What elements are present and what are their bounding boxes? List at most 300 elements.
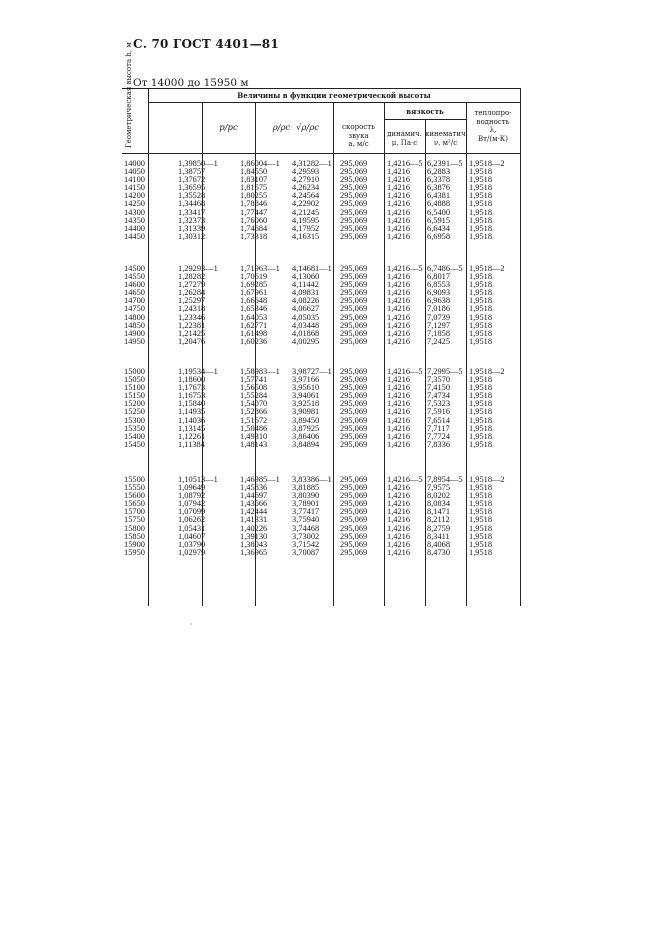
conductivity-cell: 1,9518—2 — [469, 159, 505, 168]
sound-speed-cell: 295,069 — [340, 264, 368, 273]
sound-speed-cell: 295,069 — [340, 288, 368, 298]
sound-speed-cell: 295,069 — [340, 383, 368, 393]
viscosity-header: вязкость — [406, 107, 444, 116]
kinematic-viscosity-cell: 8,2112 — [427, 515, 450, 525]
sound-speed-cell: 295,069 — [340, 391, 368, 401]
density-cell: 1,62771 — [240, 320, 268, 330]
sound-speed-cell: 295,069 — [340, 547, 368, 557]
kinematic-viscosity-cell: 7,5916 — [427, 407, 451, 417]
conductivity-cell: 1,9518 — [469, 383, 493, 393]
conductivity-cell: 1,9518 — [469, 304, 493, 314]
kinematic-viscosity-cell: 7,7724 — [427, 431, 451, 441]
pressure-cell: 1,29293—1 — [178, 264, 218, 273]
height-cell: 15200 — [124, 399, 145, 409]
kinematic-viscosity-cell: 7,0739 — [427, 312, 451, 322]
kinematic-viscosity-cell: 6,7486—5 — [427, 264, 463, 273]
scan-speck: · — [190, 620, 193, 629]
kinematic-viscosity-cell: 7,8954—5 — [427, 475, 463, 484]
height-cell: 15300 — [124, 415, 145, 425]
pressure-cell: 1,28282 — [178, 272, 206, 282]
pressure-cell: 1,19534—1 — [178, 367, 218, 376]
density-cell: 1,46985—1 — [240, 475, 280, 484]
height-cell: 15600 — [124, 491, 145, 501]
conductivity-cell: 1,9518 — [469, 336, 493, 346]
sqrt-density-cell: 3,97166 — [292, 375, 320, 385]
height-cell: 14350 — [124, 215, 145, 225]
kinematic-viscosity-cell: 6,2391—5 — [427, 159, 463, 168]
kinematic-viscosity-cell: 7,5323 — [427, 399, 451, 409]
dynamic-viscosity-cell: 1,4216 — [387, 328, 411, 338]
pressure-cell: 1,35528 — [178, 191, 206, 201]
height-cell: 14150 — [124, 183, 145, 193]
height-cell: 14750 — [124, 304, 145, 314]
conductivity-cell: 1,9518 — [469, 407, 493, 417]
conductivity-cell: 1,9518 — [469, 215, 493, 225]
pressure-cell: 1,24318 — [178, 304, 206, 314]
conductivity-cell: 1,9518 — [469, 499, 493, 509]
sound-speed-cell: 295,069 — [340, 328, 368, 338]
density-cell: 1,36965 — [240, 547, 268, 557]
dynamic-viscosity-cell: 1,4216 — [387, 391, 411, 401]
pressure-cell: 1,23346 — [178, 312, 206, 322]
sound-speed-cell: 295,069 — [340, 304, 368, 314]
sqrt-density-cell: 4,22902 — [292, 199, 320, 209]
density-cell: 1,65346 — [240, 304, 268, 314]
height-cell: 14300 — [124, 207, 145, 217]
pressure-cell: 1,27279 — [178, 280, 206, 290]
sound-speed-cell: 295,069 — [340, 272, 368, 282]
dynamic-viscosity-cell: 1,4216 — [387, 483, 411, 493]
pressure-cell: 1,32373 — [178, 215, 206, 225]
kinematic-viscosity-cell: 6,3876 — [427, 183, 451, 193]
dynamic-viscosity-cell: 1,4216 — [387, 491, 411, 501]
dynamic-viscosity-cell: 1,4216 — [387, 423, 411, 433]
sqrt-density-cell: 4,03448 — [292, 320, 320, 330]
pressure-cell: 1,31339 — [178, 223, 206, 233]
sqrt-density-cell: 4,06627 — [292, 304, 320, 314]
density-cell: 1,77447 — [240, 207, 268, 217]
pressure-cell: 1,26284 — [178, 288, 206, 298]
kinematic-viscosity-cell: 7,3570 — [427, 375, 451, 385]
row-group — [122, 265, 520, 346]
sqrt-density-cell: 3,90981 — [292, 407, 320, 417]
conductivity-cell: 1,9518 — [469, 483, 493, 493]
conductivity-cell: 1,9518 — [469, 375, 493, 385]
density-cell: 1,43566 — [240, 499, 268, 509]
dynamic-viscosity-cell: 1,4216 — [387, 215, 411, 225]
table-row — [122, 338, 520, 346]
density-cell: 1,67961 — [240, 288, 268, 298]
kinematic-viscosity-cell: 8,4730 — [427, 547, 451, 557]
table-row — [122, 441, 520, 449]
table-top-rule — [122, 88, 520, 89]
conductivity-cell: 1,9518 — [469, 439, 493, 449]
kinematic-viscosity-cell: 6,4888 — [427, 199, 451, 209]
sqrt-density-cell: 4,05035 — [292, 312, 320, 322]
height-cell: 14650 — [124, 288, 145, 298]
dynamic-viscosity-cell: 1,4216 — [387, 439, 411, 449]
sound-speed-cell: 295,069 — [340, 175, 368, 185]
density-cell: 1,74684 — [240, 223, 268, 233]
height-cell: 15700 — [124, 507, 145, 517]
sound-speed-cell: 295,069 — [340, 159, 368, 168]
sqrt-density-cell: 4,29593 — [292, 167, 320, 177]
density-cell: 1,86004—1 — [240, 159, 280, 168]
pressure-cell: 1,10513—1 — [178, 475, 218, 484]
dynamic-viscosity-cell: 1,4216 — [387, 375, 411, 385]
col-divider — [520, 88, 521, 606]
density-cell: 1,78846 — [240, 199, 268, 209]
sound-speed-cell: 295,069 — [340, 280, 368, 290]
sqrt-density-cell: 4,09831 — [292, 288, 320, 298]
density-cell: 1,40226 — [240, 523, 268, 533]
dynamic-viscosity-cell: 1,4216 — [387, 288, 411, 298]
kinematic-viscosity-cell: 6,9638 — [427, 296, 451, 306]
kinematic-viscosity-cell: 6,9093 — [427, 288, 451, 298]
pressure-cell: 1,21425 — [178, 328, 206, 338]
conductivity-cell: 1,9518—2 — [469, 264, 505, 273]
sqrt-density-cell: 3,84894 — [292, 439, 320, 449]
sound-speed-cell: 295,069 — [340, 423, 368, 433]
sqrt-density-cell: 3,77417 — [292, 507, 320, 517]
kinematic-viscosity-cell: 7,9575 — [427, 483, 451, 493]
dynamic-viscosity-cell: 1,4216 — [387, 199, 411, 209]
conductivity-cell: 1,9518 — [469, 223, 493, 233]
sqrt-density-cell: 3,78901 — [292, 499, 320, 509]
kinematic-viscosity-cell: 7,8336 — [427, 439, 451, 449]
density-cell: 1,76060 — [240, 215, 268, 225]
dynamic-viscosity-cell: 1,4216 — [387, 407, 411, 417]
dynamic-viscosity-cell: 1,4216 — [387, 272, 411, 282]
dynamic-viscosity-cell: 1,4216 — [387, 296, 411, 306]
sqrt-density-cell: 3,94061 — [292, 391, 320, 401]
sqrt-density-cell: 3,70087 — [292, 547, 320, 557]
density-cell: 1,56508 — [240, 383, 268, 393]
dynamic-viscosity-cell: 1,4216 — [387, 175, 411, 185]
kinematic-viscosity-cell: 6,6434 — [427, 223, 451, 233]
height-cell: 14800 — [124, 312, 145, 322]
kinematic-viscosity-cell: 6,2883 — [427, 167, 451, 177]
sound-speed-cell: 295,069 — [340, 183, 368, 193]
density-cell: 1,54070 — [240, 399, 268, 409]
sound-speed-cell: 295,069 — [340, 439, 368, 449]
pressure-cell: 1,07099 — [178, 507, 206, 517]
row-group — [122, 368, 520, 449]
pressure-cell: 1,13145 — [178, 423, 206, 433]
dynamic-viscosity-cell: 1,4216 — [387, 207, 411, 217]
sound-speed-cell: 295,069 — [340, 515, 368, 525]
pressure-cell: 1,22381 — [178, 320, 206, 330]
height-cell: 15150 — [124, 391, 145, 401]
dynamic-viscosity-cell: 1,4216 — [387, 539, 411, 549]
height-cell: 14850 — [124, 320, 145, 330]
pressure-cell: 1,34468 — [178, 199, 206, 209]
conductivity-cell: 1,9518 — [469, 423, 493, 433]
sqrt-density-cell: 3,89450 — [292, 415, 320, 425]
kinematic-viscosity-cell: 8,3411 — [427, 531, 450, 541]
kinematic-viscosity-cell: 6,5915 — [427, 215, 451, 225]
height-cell: 14950 — [124, 336, 145, 346]
sqrt-density-cell: 4,26234 — [292, 183, 320, 193]
height-cell: 15050 — [124, 375, 145, 385]
conductivity-cell: 1,9518 — [469, 191, 493, 201]
kinematic-viscosity-cell: 7,2995—5 — [427, 367, 463, 376]
sqrt-density-cell: 4,31282—1 — [292, 159, 332, 168]
pressure-cell: 1,09649 — [178, 483, 206, 493]
kinematic-viscosity-cell: 8,4068 — [427, 539, 451, 549]
sqrt-density-cell: 4,17952 — [292, 223, 320, 233]
pressure-cell: 1,02979 — [178, 547, 206, 557]
dynamic-viscosity-cell: 1,4216—5 — [387, 367, 423, 376]
height-cell: 14000 — [124, 159, 145, 168]
pressure-cell: 1,03790 — [178, 539, 206, 549]
dynamic-viscosity-cell: 1,4216 — [387, 415, 411, 425]
sound-speed-cell: 295,069 — [340, 367, 368, 376]
density-cell: 1,57741 — [240, 375, 268, 385]
height-cell: 14550 — [124, 272, 145, 282]
sound-speed-cell: 295,069 — [340, 407, 368, 417]
kinematic-viscosity-cell: 7,1297 — [427, 320, 451, 330]
table-row — [122, 549, 520, 557]
pressure-cell: 1,12261 — [178, 431, 206, 441]
conductivity-cell: 1,9518 — [469, 531, 493, 541]
dynamic-viscosity-cell: 1,4216 — [387, 499, 411, 509]
sound-speed-cell: 295,069 — [340, 483, 368, 493]
pressure-cell: 1,06262 — [178, 515, 206, 525]
conductivity-cell: 1,9518 — [469, 320, 493, 330]
height-cell: 14900 — [124, 328, 145, 338]
height-cell: 14100 — [124, 175, 145, 185]
dynamic-viscosity-cell: 1,4216 — [387, 507, 411, 517]
pressure-cell: 1,16753 — [178, 391, 206, 401]
density-cell: 1,41331 — [240, 515, 268, 525]
sound-speed-cell: 295,069 — [340, 199, 368, 209]
dynamic-viscosity-cell: 1,4216 — [387, 523, 411, 533]
height-cell: 14400 — [124, 223, 145, 233]
dynamic-viscosity-cell: 1,4216 — [387, 383, 411, 393]
height-cell: 14500 — [124, 264, 145, 273]
sqrt-density-cell: 3,86406 — [292, 431, 320, 441]
sqrt-density-cell: 3,80390 — [292, 491, 320, 501]
sound-speed-cell: 295,069 — [340, 223, 368, 233]
height-cell: 14450 — [124, 231, 145, 241]
sqrt-density-cell: 4,16315 — [292, 231, 320, 241]
density-cell: 1,45836 — [240, 483, 268, 493]
kinematic-viscosity-cell: 6,8553 — [427, 280, 451, 290]
conductivity-cell: 1,9518 — [469, 199, 493, 209]
conductivity-cell: 1,9518 — [469, 207, 493, 217]
sqrt-density-cell: 3,73002 — [292, 531, 320, 541]
group-header: Величины в функции геометрической высоты — [237, 91, 431, 100]
density-cell: 1,58983—1 — [240, 367, 280, 376]
height-cell: 15850 — [124, 531, 145, 541]
height-cell: 15450 — [124, 439, 145, 449]
sound-speed-cell: 295,069 — [340, 539, 368, 549]
kinematic-viscosity-cell: 7,7117 — [427, 423, 450, 433]
dynamic-viscosity-cell: 1,4216 — [387, 431, 411, 441]
kinematic-viscosity-cell: 6,5400 — [427, 207, 451, 217]
sqrt-density-cell: 3,83386—1 — [292, 475, 332, 484]
density-cell: 1,38043 — [240, 539, 268, 549]
conductivity-cell: 1,9518 — [469, 415, 493, 425]
kinematic-viscosity-cell: 7,1858 — [427, 328, 451, 338]
conductivity-cell: 1,9518 — [469, 288, 493, 298]
height-cell: 14050 — [124, 167, 145, 177]
kinematic-viscosity-cell: 8,1471 — [427, 507, 451, 517]
conductivity-cell: 1,9518 — [469, 547, 493, 557]
sound-speed-cell: 295,069 — [340, 191, 368, 201]
dynamic-viscosity-cell: 1,4216 — [387, 280, 411, 290]
height-cell: 15950 — [124, 547, 145, 557]
dynamic-viscosity-cell: 1,4216 — [387, 223, 411, 233]
sqrt-density-cell: 4,19595 — [292, 215, 320, 225]
sound-speed-cell: 295,069 — [340, 215, 368, 225]
density-cell: 1,64053 — [240, 312, 268, 322]
pressure-cell: 1,04607 — [178, 531, 206, 541]
conductivity-cell: 1,9518 — [469, 431, 493, 441]
sound-speed-cell: 295,069 — [340, 312, 368, 322]
conductivity-cell: 1,9518 — [469, 399, 493, 409]
sqrt-density-cell: 3,81885 — [292, 483, 320, 493]
kinematic-viscosity-header: кинематич. ν, м²/с — [425, 130, 468, 147]
sqrt-density-cell: 3,92518 — [292, 399, 320, 409]
sound-speed-cell: 295,069 — [340, 491, 368, 501]
sqrt-density-cell: 3,87925 — [292, 423, 320, 433]
height-cell: 15550 — [124, 483, 145, 493]
kinematic-viscosity-cell: 7,6514 — [427, 415, 451, 425]
kinematic-viscosity-cell: 6,4381 — [427, 191, 451, 201]
pressure-cell: 1,37672 — [178, 175, 206, 185]
pressure-cell: 1,17673 — [178, 383, 206, 393]
conductivity-cell: 1,9518 — [469, 296, 493, 306]
kinematic-viscosity-cell: 8,2759 — [427, 523, 451, 533]
height-cell: 15650 — [124, 499, 145, 509]
page-header: С. 70 ГОСТ 4401—81 — [133, 37, 279, 51]
density-cell: 1,39130 — [240, 531, 268, 541]
conductivity-cell: 1,9518 — [469, 312, 493, 322]
pressure-cell: 1,05431 — [178, 523, 206, 533]
pressure-cell: 1,30312 — [178, 231, 206, 241]
height-cell: 15400 — [124, 431, 145, 441]
thermal-conductivity-header: теплопро- водность λ, Вт/(м·К) — [474, 109, 512, 143]
sound-speed-cell: 295,069 — [340, 523, 368, 533]
dynamic-viscosity-header: динамич. μ, Па·с — [387, 130, 422, 147]
row-group — [122, 160, 520, 241]
sqrt-density-cell: 4,27910 — [292, 175, 320, 185]
dynamic-viscosity-cell: 1,4216 — [387, 399, 411, 409]
pressure-cell: 1,39850—1 — [178, 159, 218, 168]
sound-speed-cell: 295,069 — [340, 531, 368, 541]
sound-speed-cell: 295,069 — [340, 167, 368, 177]
dynamic-viscosity-cell: 1,4216 — [387, 547, 411, 557]
sqrt-density-cell: 4,14681—1 — [292, 264, 332, 273]
dynamic-viscosity-cell: 1,4216 — [387, 191, 411, 201]
dynamic-viscosity-cell: 1,4216 — [387, 304, 411, 314]
conductivity-cell: 1,9518—2 — [469, 475, 505, 484]
height-cell: 15800 — [124, 523, 145, 533]
sqrt-density-cell: 3,74468 — [292, 523, 320, 533]
density-cell: 1,69285 — [240, 280, 268, 290]
height-cell: 14600 — [124, 280, 145, 290]
height-cell: 14200 — [124, 191, 145, 201]
sqrt-density-cell: 4,00295 — [292, 336, 320, 346]
sound-speed-cell: 295,069 — [340, 231, 368, 241]
kinematic-viscosity-cell: 7,4734 — [427, 391, 451, 401]
sqrt-density-cell: 3,75940 — [292, 515, 320, 525]
conductivity-cell: 1,9518 — [469, 539, 493, 549]
sound-speed-cell: 295,069 — [340, 415, 368, 425]
pressure-cell: 1,15840 — [178, 399, 206, 409]
dynamic-viscosity-cell: 1,4216 — [387, 531, 411, 541]
group-header-rule — [148, 102, 520, 103]
sound-speed-cell: 295,069 — [340, 320, 368, 330]
kinematic-viscosity-cell: 7,2425 — [427, 336, 451, 346]
density-cell: 1,73318 — [240, 231, 268, 241]
height-cell: 14700 — [124, 296, 145, 306]
pressure-ratio-header: p/pс — [219, 123, 238, 133]
kinematic-viscosity-cell: 6,8017 — [427, 272, 451, 282]
kinematic-viscosity-cell: 7,4150 — [427, 383, 451, 393]
pressure-cell: 1,25297 — [178, 296, 206, 306]
density-cell: 1,42444 — [240, 507, 268, 517]
sqrt-density-cell: 3,71542 — [292, 539, 320, 549]
dynamic-viscosity-cell: 1,4216 — [387, 183, 411, 193]
density-cell: 1,66648 — [240, 296, 268, 306]
density-cell: 1,80255 — [240, 191, 268, 201]
pressure-cell: 1,14036 — [178, 415, 206, 425]
density-cell: 1,71963—1 — [240, 264, 280, 273]
height-cell: 15250 — [124, 407, 145, 417]
sqrt-density-header: √ρ/ρс — [295, 123, 320, 133]
sound-speed-cell: 295,069 — [340, 499, 368, 509]
conductivity-cell: 1,9518 — [469, 272, 493, 282]
sqrt-density-cell: 4,11442 — [292, 280, 319, 290]
height-cell: 15000 — [124, 367, 145, 376]
density-cell: 1,48143 — [240, 439, 268, 449]
density-cell: 1,61498 — [240, 328, 268, 338]
sound-speed-cell: 295,069 — [340, 475, 368, 484]
sound-speed-cell: 295,069 — [340, 207, 368, 217]
pressure-cell: 1,14935 — [178, 407, 206, 417]
sound-speed-cell: 295,069 — [340, 375, 368, 385]
dynamic-viscosity-cell: 1,4216 — [387, 312, 411, 322]
conductivity-cell: 1,9518 — [469, 280, 493, 290]
conductivity-cell: 1,9518 — [469, 515, 493, 525]
kinematic-viscosity-cell: 7,0186 — [427, 304, 451, 314]
sqrt-density-cell: 3,98727—1 — [292, 367, 332, 376]
conductivity-cell: 1,9518 — [469, 328, 493, 338]
height-cell: 15750 — [124, 515, 145, 525]
conductivity-cell: 1,9518 — [469, 175, 493, 185]
density-cell: 1,52866 — [240, 407, 268, 417]
pressure-cell: 1,20476 — [178, 336, 206, 346]
dynamic-viscosity-cell: 1,4216 — [387, 336, 411, 346]
kinematic-viscosity-cell: 8,0202 — [427, 491, 451, 501]
dynamic-viscosity-cell: 1,4216—5 — [387, 159, 423, 168]
sqrt-density-cell: 4,01868 — [292, 328, 320, 338]
density-cell: 1,70619 — [240, 272, 268, 282]
sound-speed-header: скорость звука a, м/с — [342, 123, 375, 148]
pressure-cell: 1,18600 — [178, 375, 206, 385]
pressure-cell: 1,38757 — [178, 167, 206, 177]
density-cell: 1,44697 — [240, 491, 268, 501]
height-cell: 15350 — [124, 423, 145, 433]
conductivity-cell: 1,9518 — [469, 391, 493, 401]
sound-speed-cell: 295,069 — [340, 399, 368, 409]
conductivity-cell: 1,9518 — [469, 167, 493, 177]
row-group — [122, 476, 520, 557]
sqrt-density-cell: 4,13060 — [292, 272, 320, 282]
